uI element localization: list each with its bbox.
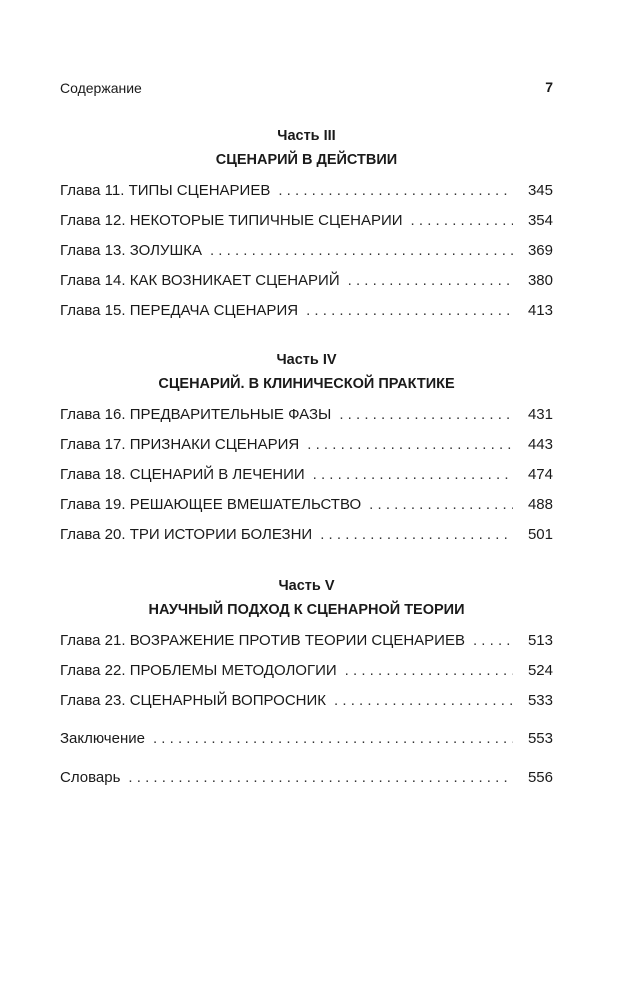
chapter-title: Глава 13. ЗОЛУШКА (60, 242, 202, 259)
part-3-section (60, 124, 553, 332)
chapter-title: Глава 16. ПРЕДВАРИТЕЛЬНЫЕ ФАЗЫ (60, 406, 332, 423)
toc-entry-glossary[interactable] (60, 769, 553, 799)
chapter-title: Глава 20. ТРИ ИСТОРИИ БОЛЕЗНИ (60, 526, 313, 543)
toc-entry[interactable] (60, 302, 553, 332)
dot-leader (334, 692, 513, 709)
dot-leader (339, 406, 513, 423)
chapter-title: Глава 21. ВОЗРАЖЕНИЕ ПРОТИВ ТЕОРИИ СЦЕНАРИЕВ (60, 632, 465, 649)
dot-leader (369, 496, 513, 513)
part-title: НАУЧНЫЙ ПОДХОД К СЦЕНАРНОЙ ТЕОРИИ (148, 602, 465, 618)
toc-entry[interactable] (60, 242, 553, 272)
chapter-page: 474 (527, 466, 553, 483)
dot-leader (313, 466, 513, 483)
toc-entry[interactable] (60, 632, 553, 662)
chapter-title: Глава 14. КАК ВОЗНИКАЕТ СЦЕНАРИЙ (60, 272, 340, 289)
part-title: СЦЕНАРИЙ В ДЕЙСТВИИ (215, 152, 398, 168)
dot-leader (348, 272, 513, 289)
toc-entry[interactable] (60, 466, 553, 496)
chapter-title: Глава 22. ПРОБЛЕМЫ МЕТОДОЛОГИИ (60, 662, 337, 679)
chapter-title: Глава 19. РЕШАЮЩЕЕ ВМЕШАТЕЛЬСТВО (60, 496, 362, 513)
dot-leader (307, 436, 513, 453)
chapter-title: Глава 23. СЦЕНАРНЫЙ ВОПРОСНИК (60, 692, 327, 709)
toc-entry[interactable] (60, 272, 553, 302)
chapter-page: 369 (527, 242, 553, 259)
chapter-title: Глава 11. ТИПЫ СЦЕНАРИЕВ (60, 182, 271, 199)
chapter-title: Глава 17. ПРИЗНАКИ СЦЕНАРИЯ (60, 436, 300, 453)
toc-entry-conclusion[interactable] (60, 730, 553, 760)
dot-leader (473, 632, 513, 649)
part-label: Часть V (278, 578, 335, 594)
dot-leader (153, 730, 513, 747)
chapter-page: 513 (527, 632, 553, 649)
running-title: Содержание (60, 80, 142, 96)
conclusion-page: 553 (527, 730, 553, 747)
chapter-page: 345 (527, 182, 553, 199)
glossary-title: Словарь (60, 769, 121, 786)
toc-entry[interactable] (60, 662, 553, 692)
chapter-page: 380 (527, 272, 553, 289)
chapter-title: Глава 18. СЦЕНАРИЙ В ЛЕЧЕНИИ (60, 466, 305, 483)
glossary-page: 556 (527, 769, 553, 786)
chapter-list (60, 182, 553, 332)
chapter-title: Глава 12. НЕКОТОРЫЕ ТИПИЧНЫЕ СЦЕНАРИИ (60, 212, 403, 229)
toc-entry[interactable] (60, 526, 553, 556)
chapter-list (60, 406, 553, 556)
dot-leader (306, 302, 513, 319)
chapter-page: 533 (527, 692, 553, 709)
chapter-list (60, 632, 553, 722)
running-head (60, 80, 553, 100)
chapter-page: 501 (527, 526, 553, 543)
dot-leader (210, 242, 513, 259)
toc-entry[interactable] (60, 182, 553, 212)
dot-leader (278, 182, 513, 199)
part-label: Часть IV (276, 352, 337, 368)
dot-leader (345, 662, 513, 679)
chapter-page: 443 (527, 436, 553, 453)
toc-entry[interactable] (60, 496, 553, 526)
chapter-page: 431 (527, 406, 553, 423)
part-title: СЦЕНАРИЙ. В КЛИНИЧЕСКОЙ ПРАКТИКЕ (158, 376, 455, 392)
toc-entry[interactable] (60, 212, 553, 242)
conclusion-entry-wrap (60, 730, 553, 760)
toc-entry[interactable] (60, 692, 553, 722)
glossary-entry-wrap (60, 769, 553, 799)
part-label: Часть III (277, 128, 336, 144)
chapter-page: 524 (527, 662, 553, 679)
part-5-section (60, 574, 553, 722)
dot-leader (320, 526, 513, 543)
dot-leader (128, 769, 513, 786)
dot-leader (411, 212, 513, 229)
chapter-page: 488 (527, 496, 553, 513)
conclusion-title: Заключение (60, 730, 145, 747)
chapter-page: 413 (527, 302, 553, 319)
chapter-title: Глава 15. ПЕРЕДАЧА СЦЕНАРИЯ (60, 302, 299, 319)
page-number: 7 (545, 79, 553, 95)
toc-entry[interactable] (60, 436, 553, 466)
chapter-page: 354 (527, 212, 553, 229)
toc-entry[interactable] (60, 406, 553, 436)
part-4-section (60, 348, 553, 556)
